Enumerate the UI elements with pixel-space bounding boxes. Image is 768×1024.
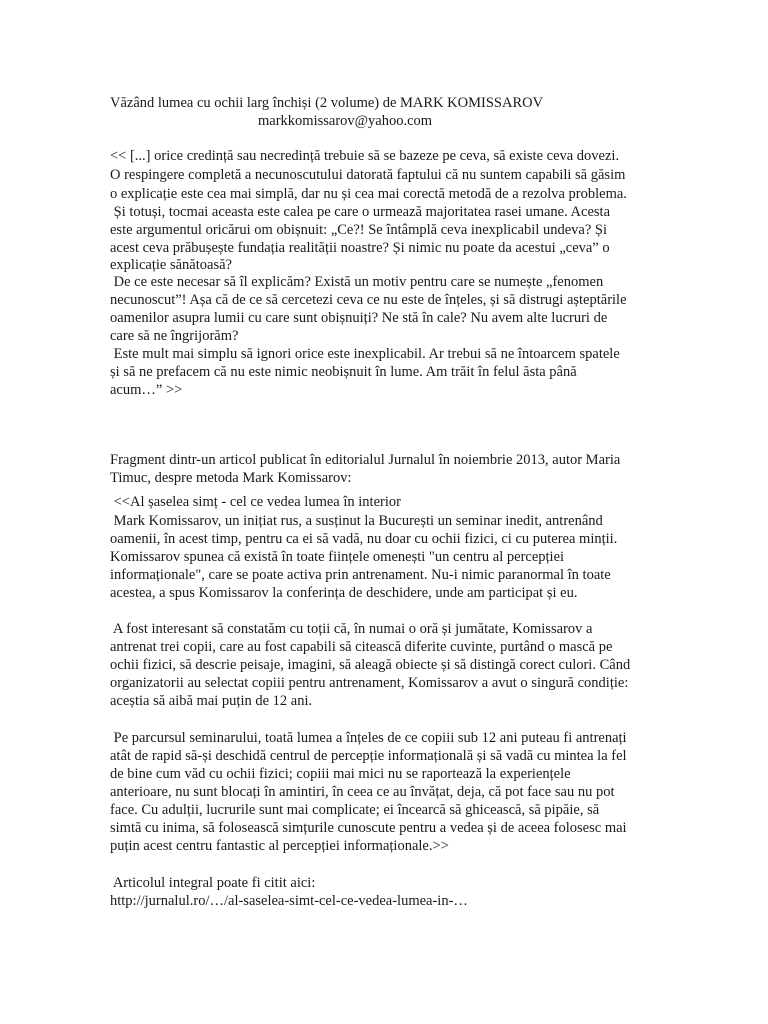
article-link[interactable]: http://jurnalul.ro/…/al-saselea-simt-cel-ce-vedea-lumea-in-… (110, 893, 468, 909)
footer-line: Articolul integral poate fi citit aici: (110, 875, 316, 891)
article-heading: <<Al șaselea simț - cel ce vedea lumea în interior (110, 494, 401, 510)
quote-line: Și totuși, tocmai aceasta este calea pe care o urmează majoritatea rasei umane. Acesta (110, 204, 611, 220)
article-line: Komissarov spunea că există în toate ființele omenești "un centru al percepției (110, 549, 565, 565)
author-email: markkomissarov@yahoo.com (258, 113, 433, 129)
article-line: anterioare, nu sunt blocați în amintiri, în ceea ce au învățat, deja, că pot face sau nu pot (110, 784, 615, 800)
document-title: Văzând lumea cu ochii larg închiși (2 volume) de MARK KOMISSAROV (110, 95, 544, 111)
quote-line: << [...] orice credință sau necredință trebuie să se bazeze pe ceva, să existe ceva dovezi. (110, 148, 620, 164)
quote-line: acum…” >> (110, 382, 183, 398)
quote-line: De ce este necesar să îl explicăm? Există un motiv pentru care se numește „fenomen (110, 274, 604, 290)
quote-line: O respingere completă a necunoscutului datorată faptului că nu suntem capabili să găsim (110, 167, 626, 183)
article-line: face. Cu adulții, lucrurile sunt mai complicate; ei încearcă să ghicească, să pipăie, să (110, 802, 600, 818)
quote-line: care să ne îngrijorăm? (110, 328, 239, 344)
article-line: aceștia să aibă mai puțin de 12 ani. (110, 693, 313, 709)
quote-line: și să ne prefacem că nu este nimic neobișnuit în lume. Am trăit în felul ăsta până (110, 364, 577, 380)
quote-line: oamenilor asupra lumii cu care sunt obișnuiți? Ne stă în cale? Nu avem alte lucruri de (110, 310, 608, 326)
article-line: A fost interesant să constatăm cu toții că, în numai o oră și jumătate, Komissarov a (110, 621, 593, 637)
quote-line: o explicație este cea mai simplă, dar nu și cea mai corectă metodă de a rezolva problema. (110, 186, 627, 202)
article-line: acestea, a spus Komissarov la conferința de deschidere, unde am participat și eu. (110, 585, 578, 601)
article-line: Pe parcursul seminarului, toată lumea a înțeles de ce copiii sub 12 ani puteau fi antrenați (110, 730, 627, 746)
quote-line: Este mult mai simplu să ignori orice este inexplicabil. Ar trebui să ne întoarcem spatele (110, 346, 620, 362)
article-line: oamenii, în acest timp, pentru ca ei să vadă, nu doar cu ochii fizici, ci cu puterea minții. (110, 531, 618, 547)
article-line: atât de rapid să-și deschidă centrul de percepție informațională și să vadă cu mintea la fel (110, 748, 627, 764)
article-line: ochii fizici, să descrie peisaje, imagini, să aleagă obiecte și să distingă corect culori. Când (110, 657, 631, 673)
intro-line: Timuc, despre metoda Mark Komissarov: (110, 470, 352, 486)
article-line: informaționale", care se poate activa prin antrenament. Nu-i nimic paranormal în toate (110, 567, 611, 583)
quote-line: necunoscut”! Așa că de ce să cercetezi ceva ce nu este de înțeles, și să distrugi așteptările (110, 292, 627, 308)
quote-line: explicație sănătoasă? (110, 257, 232, 273)
intro-line: Fragment dintr-un articol publicat în editorialul Jurnalul în noiembrie 2013, autor Maria (110, 452, 621, 468)
article-line: Mark Komissarov, un inițiat rus, a susținut la București un seminar inedit, antrenând (110, 513, 603, 529)
quote-line: este argumentul oricărui om obișnuit: „Ce?! Se întâmplă ceva inexplicabil undeva? Și (110, 222, 608, 238)
quote-line: acest ceva prăbușește fundația realității noastre? Și nimic nu poate da acestui „ceva” o (110, 240, 610, 256)
article-line: organizatorii au selectat copiii pentru antrenament, Komissarov a avut o singură condiție: (110, 675, 629, 691)
article-line: antrenat trei copii, care au fost capabili să citească diferite cuvinte, purtând o mască pe (110, 639, 613, 655)
article-line: puțin acest centru fantastic al percepției informaționale.>> (110, 838, 449, 854)
article-line: simtă cu inima, să folosească simțurile cunoscute pentru a vedea și de aceea folosesc mai (110, 820, 627, 836)
article-line: de bine cum văd cu ochii fizici; copiii mai mici nu se raportează la experiențele (110, 766, 571, 782)
